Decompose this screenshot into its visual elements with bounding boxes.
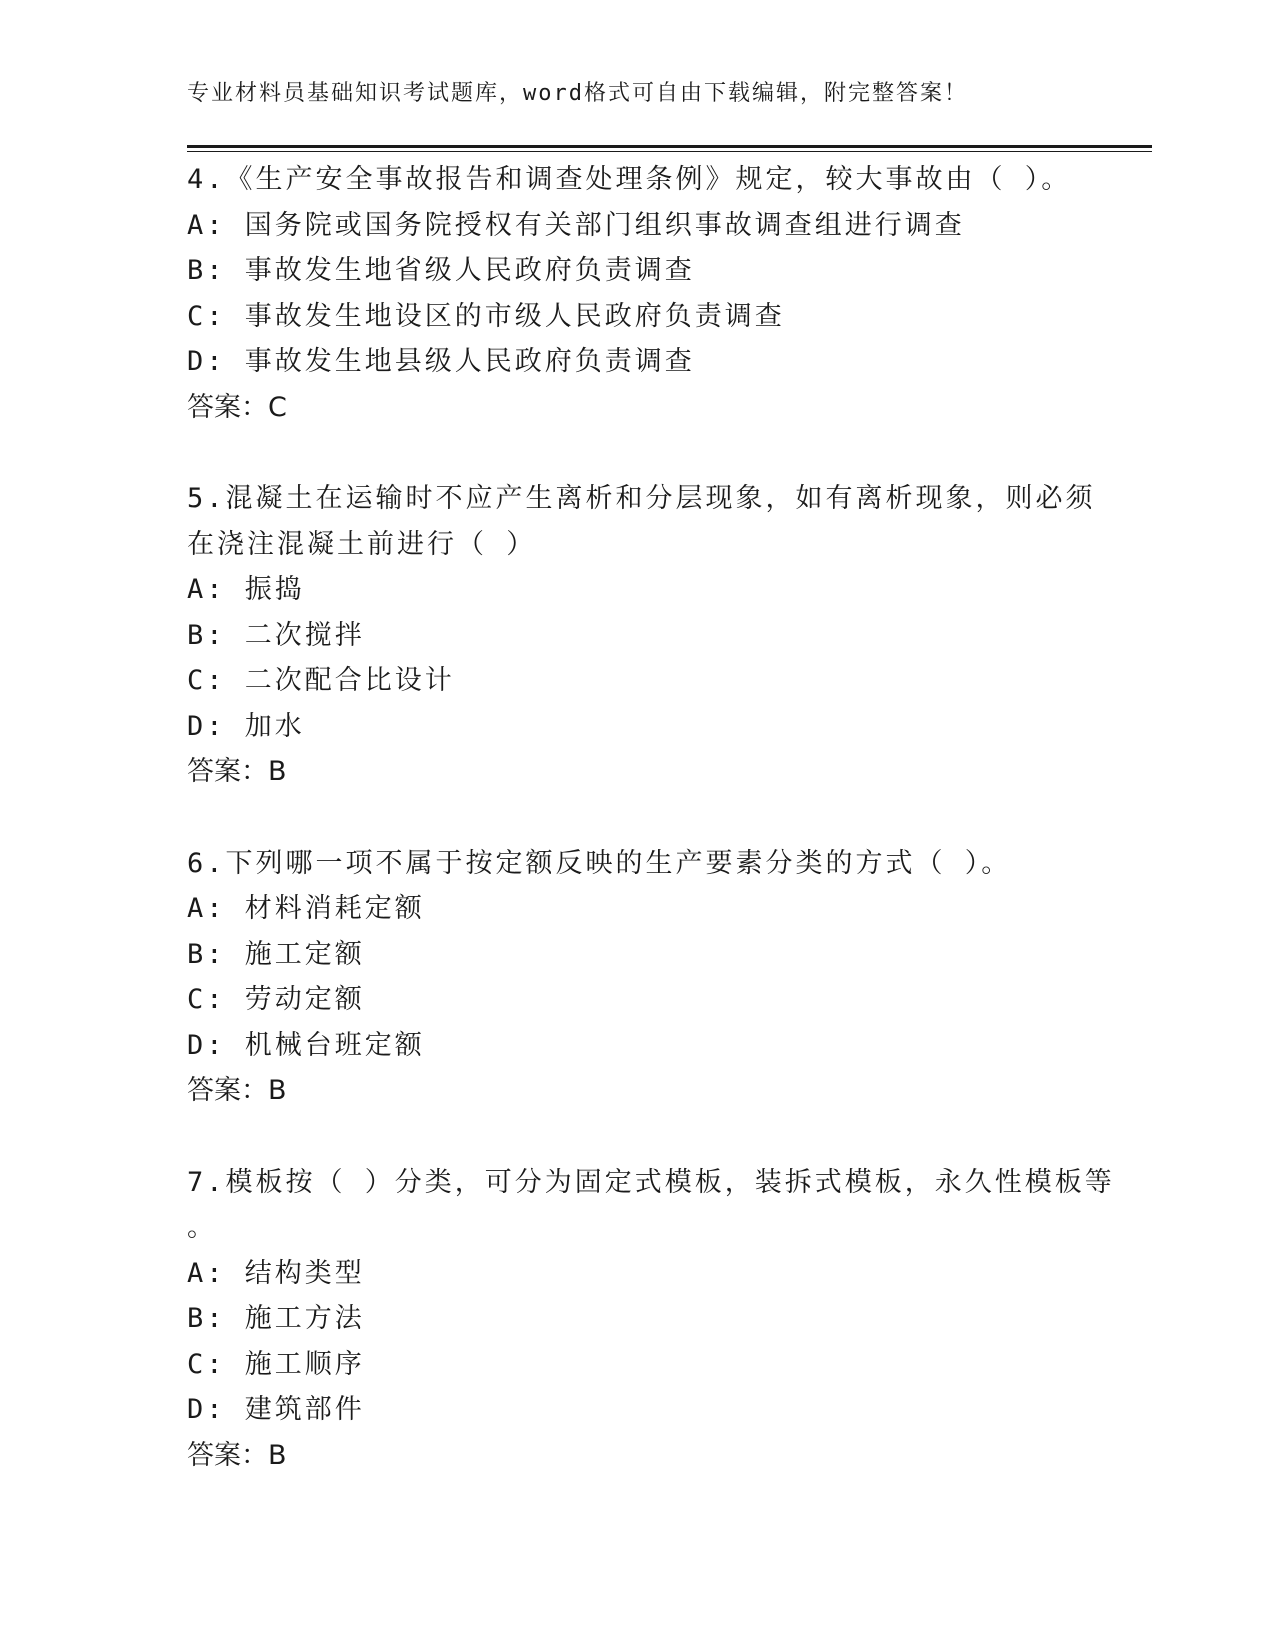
question-6 <box>187 841 1087 1114</box>
option-text: 事故发生地设区的市级人民政府负责调查 <box>244 300 785 332</box>
option-text: 建筑部件 <box>244 1394 365 1425</box>
option-text: 二次搅拌 <box>244 619 365 651</box>
option-a <box>187 886 1087 932</box>
answer-value: B <box>268 756 287 787</box>
option-a <box>187 567 1087 613</box>
option-text: 劳动定额 <box>244 984 365 1015</box>
option-text: 国务院或国务院授权有关部门组织事故调查组进行调查 <box>244 209 965 241</box>
option-label: B: <box>187 1303 226 1334</box>
option-c <box>187 1342 1087 1388</box>
option-label: C: <box>187 300 226 332</box>
question-stem-continued: 在浇注混凝土前进行（ ） <box>187 528 537 560</box>
option-b <box>187 613 1087 659</box>
option-text: 施工顺序 <box>244 1348 365 1380</box>
option-label: C: <box>187 984 226 1015</box>
option-b <box>187 932 1087 978</box>
option-a <box>187 203 1087 249</box>
option-d <box>187 339 1087 385</box>
option-label: D: <box>187 710 226 742</box>
question-5 <box>187 476 1096 795</box>
option-text: 事故发生地省级人民政府负责调查 <box>244 255 695 286</box>
header-divider-thick <box>187 145 1152 148</box>
option-b <box>187 248 1087 294</box>
answer-value: B <box>268 1075 287 1106</box>
option-a <box>187 1251 1087 1297</box>
option-text: 加水 <box>244 710 305 742</box>
option-text: 振捣 <box>244 574 305 605</box>
option-text: 二次配合比设计 <box>244 665 455 696</box>
option-text: 结构类型 <box>244 1257 365 1289</box>
question-4 <box>187 157 1087 430</box>
option-text: 材料消耗定额 <box>244 893 425 924</box>
question-stem: 7.模板按（ ）分类，可分为固定式模板，装拆式模板，永久性模板等 <box>187 1166 1115 1198</box>
answer-value: B <box>268 1439 287 1471</box>
option-label: A: <box>187 893 226 924</box>
option-c <box>187 658 1087 704</box>
option-c <box>187 977 1087 1023</box>
option-text: 事故发生地县级人民政府负责调查 <box>244 346 695 377</box>
header-divider-thin <box>187 151 1152 152</box>
option-label: A: <box>187 1257 226 1289</box>
question-stem: 4.《生产安全事故报告和调查处理条例》规定，较大事故由（ ）。 <box>187 164 1072 195</box>
option-label: D: <box>187 1029 226 1061</box>
option-label: B: <box>187 255 226 286</box>
option-label: D: <box>187 346 226 377</box>
option-label: C: <box>187 665 226 696</box>
question-stem: 5.混凝土在运输时不应产生离析和分层现象，如有离析现象，则必须 <box>187 483 1096 514</box>
option-label: D: <box>187 1394 226 1425</box>
page-header: 专业材料员基础知识考试题库，word格式可自由下载编辑，附完整答案！ <box>187 81 968 106</box>
option-c <box>187 294 1087 340</box>
option-label: B: <box>187 619 226 651</box>
answer <box>187 385 1087 431</box>
answer-value: C <box>268 391 287 423</box>
option-label: A: <box>187 209 226 241</box>
question-7 <box>187 1160 1115 1479</box>
question-list <box>187 157 1115 1524</box>
option-d <box>187 1387 1087 1433</box>
answer-label: 答案： <box>187 1075 268 1106</box>
option-label: B: <box>187 938 226 970</box>
question-stem: 6.下列哪一项不属于按定额反映的生产要素分类的方式（ ）。 <box>187 847 1012 879</box>
option-text: 机械台班定额 <box>244 1029 425 1061</box>
option-label: A: <box>187 574 226 605</box>
option-d <box>187 1023 1087 1069</box>
option-text: 施工方法 <box>244 1303 365 1334</box>
question-stem-continued: 。 <box>187 1212 217 1243</box>
answer-label: 答案： <box>187 756 268 787</box>
answer <box>187 1433 1087 1479</box>
option-label: C: <box>187 1348 226 1380</box>
answer-label: 答案： <box>187 1439 268 1471</box>
answer-label: 答案： <box>187 391 268 423</box>
option-b <box>187 1296 1087 1342</box>
option-d <box>187 704 1087 750</box>
answer <box>187 749 1087 795</box>
option-text: 施工定额 <box>244 938 365 970</box>
answer <box>187 1068 1087 1114</box>
